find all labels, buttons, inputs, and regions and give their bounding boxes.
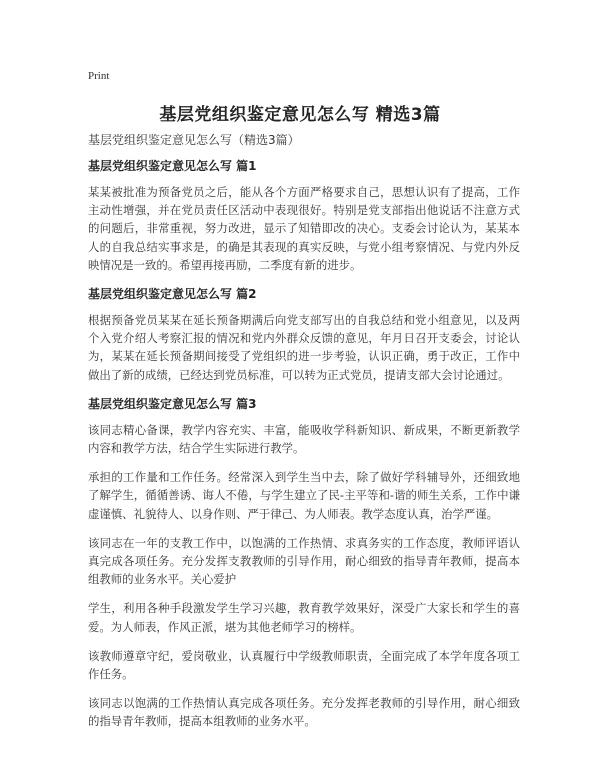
section-heading: 基层党组织鉴定意见怎么写 篇1	[88, 159, 257, 173]
print-label[interactable]: Print	[88, 70, 110, 82]
section-2	[88, 285, 520, 384]
paragraph: 该同志以饱满的工作热情认真完成各项任务。充分发挥老教师的引导作用，耐心细致的指导青年教师，提高本组教师的业务水平。	[88, 696, 520, 729]
page-title: 基层党组织鉴定意见怎么写 精选3篇	[159, 105, 441, 125]
paragraph: 根据预备党员某某在延长预备期满后向党支部写出的自我总结和党小组意见，以及两个入党介绍人考察汇报的情况和党内外群众反馈的意见，年月日召开支委会，讨论认为，某某在延长预备期间接受了党组织的进一步考验，认识正确，勇于改正，工作中做出了新的成绩，已经达到党员标准，可以转为正式党员，提请支部大会讨论通过。	[88, 313, 520, 382]
section-3	[88, 395, 520, 731]
section-1	[88, 157, 520, 274]
paragraph: 该同志在一年的支教工作中，以饱满的工作热情、求真务实的工作态度，教师评语认真完成各项任务。充分发挥支教教师的引导作用，耐心细致的指导青年教师，提高本组教师的业务水平。关心爱护	[88, 535, 520, 587]
paragraph: 某某被批准为预备党员之后，能从各个方面严格要求自己，思想认识有了提高，工作主动性增强，并在党员责任区活动中表现很好。特别是党支部指出他说话不注意方式的问题后，非常重视，努力改进，显示了知错即改的决心。支委会讨论认为，某某本人的自我总结实事求是，的确是其表现的真实反映，与党小组考察情况、与党内外反映情况是一致的。希望再接再励，二季度有新的进步。	[88, 185, 520, 272]
paragraph: 该同志精心备课，教学内容充实、丰富，能吸收学科新知识、新成果，不断更新教学内容和教学方法，结合学生实际进行教学。	[88, 422, 520, 456]
document-body	[88, 131, 520, 742]
section-heading: 基层党组织鉴定意见怎么写 篇3	[88, 396, 257, 411]
section-heading: 基层党组织鉴定意见怎么写 篇2	[88, 287, 257, 302]
paragraph: 该教师遵章守纪，爱岗敬业，认真履行中学级教师职责，全面完成了本学年度各项工作任务。	[88, 648, 520, 682]
document-subtitle: 基层党组织鉴定意见怎么写（精选3篇）	[88, 133, 300, 147]
paragraph: 承担的工作量和工作任务。经常深入到学生当中去，除了做好学科辅导外，还细致地了解学生，循循善诱、诲人不倦，与学生建立了民-主平等和-谐的师生关系，工作中谦虚谨慎、礼貌待人、以身作则、严于律己、为人师表。教学态度认真，治学严谨。	[88, 470, 520, 521]
paragraph: 学生，利用各种手段激发学生学习兴趣，教育教学效果好，深受广大家长和学生的喜爱。为人师表，作风正派，堪为其他老师学习的榜样。	[88, 601, 520, 634]
